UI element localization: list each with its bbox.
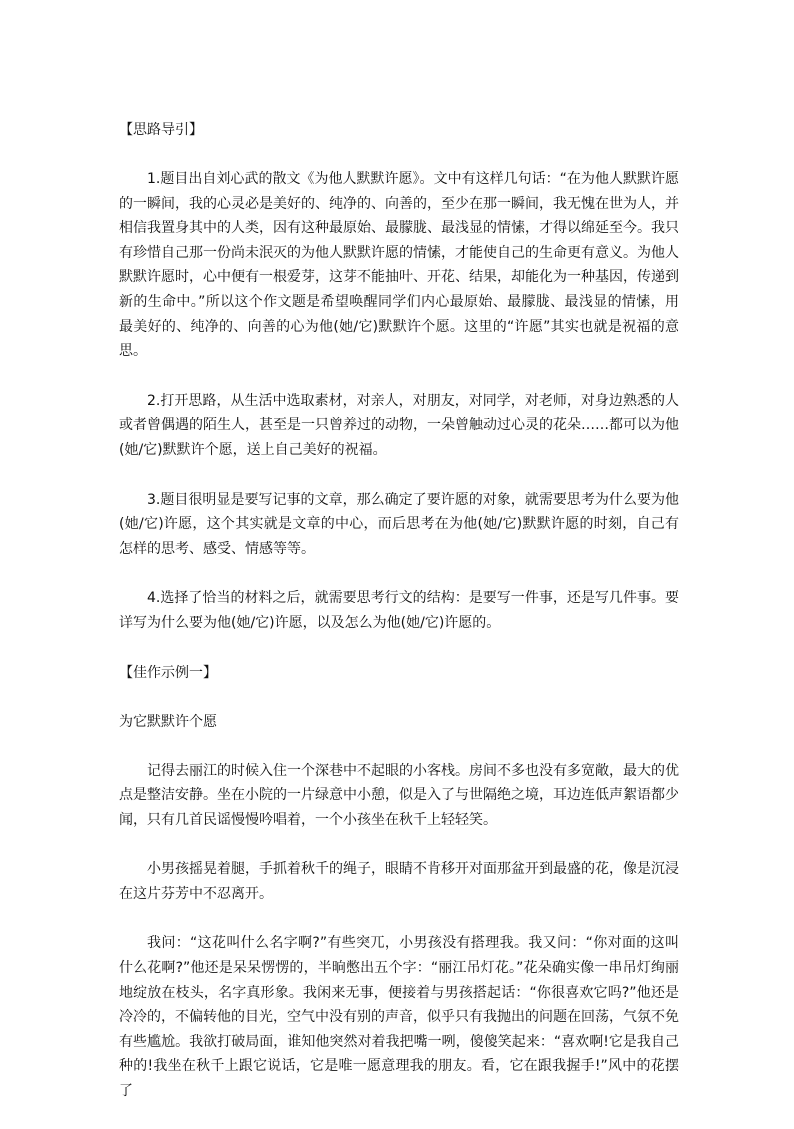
essay-paragraph-2: 小男孩摇晃着腿，手抓着秋千的绳子，眼睛不肯移开对面那盆开到最盛的花，像是沉浸在这片芬芳中不忍离开。 <box>119 861 679 902</box>
guide-paragraph-3: 3.题目很明显是要写记事的文章，那么确定了要许愿的对象，就需要思考为什么要为他(她/它)许愿，这个其实就是文章的中心，而后思考在为他(她/它)默默许愿的时刻，自己有怎样的思考、感受、情感等等。 <box>119 491 679 557</box>
guide-paragraph-1: 1.题目出自刘心武的散文《为他人默默许愿》。文中有这样几句话：“在为他人默默许愿的一瞬间，我的心灵必是美好的、纯净的、向善的，至少在那一瞬间，我无愧在世为人，并相信我置身其中的人类，因有这种最原始、最朦胧、最浅显的情愫，才得以绵延至今。我只有珍惜自己那一份尚未泯灭的为他人默默许愿的情愫，才能使自己的生命更有意义。为他人默默许愿时，心中便有一根爱芽，这芽不能抽叶、开花、结果，却能化为一种基因，传递到新的生命中。”所以这个作文题是希望唤醒同学们内心最原始、最朦胧、最浅显的情愫，用最美好的、纯净的、向善的心为他(她/它)默默许个愿。这里的“许愿”其实也就是祝福的意思。 <box>119 171 679 360</box>
document-content <box>119 118 679 1129</box>
guide-paragraph-4: 4.选择了恰当的材料之后，就需要思考行文的结构：是要写一件事，还是写几件事。要详写为什么要为他(她/它)许愿，以及怎么为他(她/它)许愿的。 <box>119 590 679 631</box>
section-heading-example: 【佳作示例一】 <box>119 664 217 681</box>
essay-title: 为它默默许个愿 <box>119 713 217 730</box>
essay-paragraph-1: 记得去丽江的时候入住一个深巷中不起眼的小客栈。房间不多也没有多宽敞，最大的优点是整洁安静。坐在小院的一片绿意中小憩，似是入了与世隔绝之境，耳边连低声絮语都少闻，只有几首民谣慢慢吟唱着，一个小孩坐在秋千上轻轻笑。 <box>119 762 679 828</box>
section-heading-guide: 【思路导引】 <box>119 122 203 138</box>
guide-paragraph-2: 2.打开思路，从生活中选取素材，对亲人，对朋友，对同学，对老师，对身边熟悉的人或者曾偶遇的陌生人，甚至是一只曾养过的动物，一朵曾触动过心灵的花朵……都可以为他(她/它)默默许个愿，送上自己美好的祝福。 <box>119 392 679 458</box>
essay-paragraph-3: 我问：“这花叫什么名字啊?”有些突兀，小男孩没有搭理我。我又问：“你对面的这叫什么花啊?”他还是呆呆愣愣的，半晌憋出五个字：“丽江吊灯花。”花朵确实像一串吊灯绚丽地绽放在枝头，名字真形象。我闲来无事，便接着与男孩搭起话：“你很喜欢它吗?”他还是冷冷的，不偏转他的目光，空气中没有别的声音，似乎只有我抛出的问题在回荡，气氛不免有些尴尬。我欲打破局面，谁知他突然对着我把嘴一咧，傻傻笑起来：“喜欢啊!它是我自己种的!我坐在秋千上跟它说话，它是唯一愿意理我的朋友。看，它在跟我握手!”风中的花摆了 <box>119 935 679 1100</box>
